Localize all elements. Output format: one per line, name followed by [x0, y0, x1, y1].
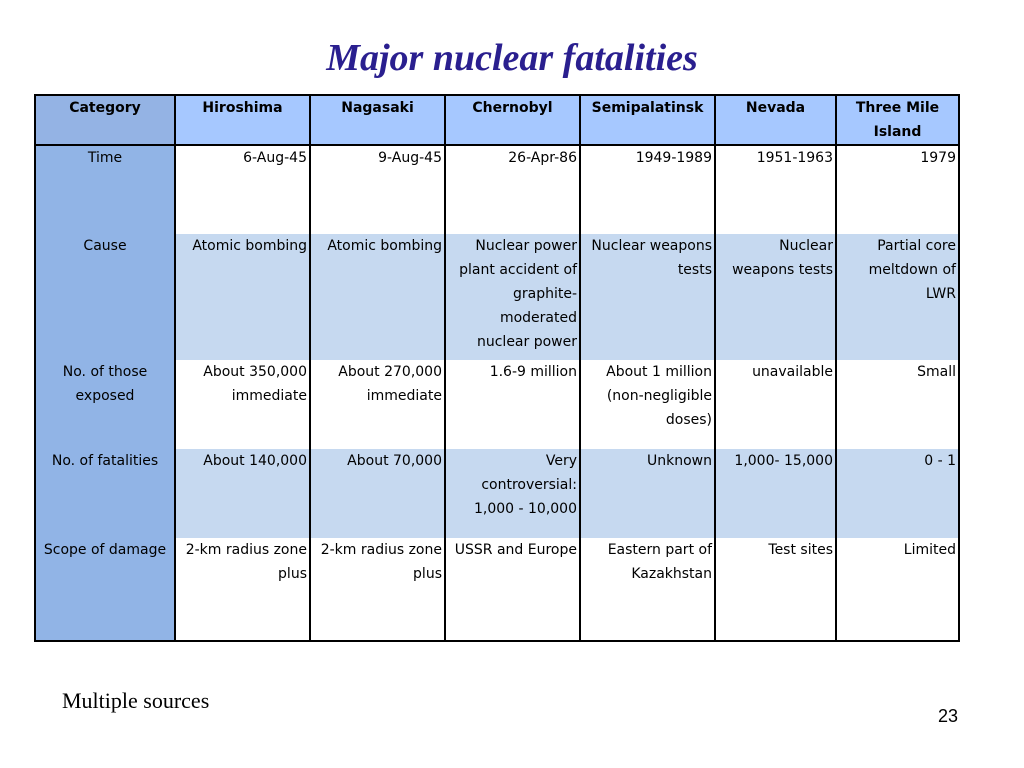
- row-label-scope: Scope of damage: [35, 538, 175, 641]
- table-cell: 1979: [836, 145, 959, 234]
- table-cell: 1951-1963: [715, 145, 836, 234]
- table-cell: Atomic bombing: [310, 234, 445, 360]
- table-cell: 6-Aug-45: [175, 145, 310, 234]
- table-header-row: [35, 95, 959, 145]
- table-cell: Atomic bombing: [175, 234, 310, 360]
- table-cell: About 140,000: [175, 449, 310, 538]
- table-cell: 0 - 1: [836, 449, 959, 538]
- table-cell: About 270,000 immediate: [310, 360, 445, 449]
- table-cell: unavailable: [715, 360, 836, 449]
- row-label-exposed: No. of those exposed: [35, 360, 175, 449]
- slide-title: Major nuclear fatalities: [326, 37, 698, 79]
- table-row-exposed: [35, 360, 959, 449]
- table-cell: Eastern part of Kazakhstan: [580, 538, 715, 641]
- table-cell: Small: [836, 360, 959, 449]
- row-label-fatalities: No. of fatalities: [35, 449, 175, 538]
- table-cell: Unknown: [580, 449, 715, 538]
- table-cell: Partial core meltdown of LWR: [836, 234, 959, 360]
- header-three-mile-island: Three Mile Island: [836, 95, 959, 145]
- table-cell: 2-km radius zone plus: [175, 538, 310, 641]
- source-note: Multiple sources: [62, 688, 210, 713]
- table-cell: USSR and Europe: [445, 538, 580, 641]
- table-cell: 2-km radius zone plus: [310, 538, 445, 641]
- page-number: 23: [938, 706, 959, 726]
- header-nevada: Nevada: [715, 95, 836, 145]
- table-row-fatalities: [35, 449, 959, 538]
- header-nagasaki: Nagasaki: [310, 95, 445, 145]
- table-row-cause: [35, 234, 959, 360]
- row-label-time: Time: [35, 145, 175, 234]
- header-hiroshima: Hiroshima: [175, 95, 310, 145]
- row-label-cause: Cause: [35, 234, 175, 360]
- table-cell: 26-Apr-86: [445, 145, 580, 234]
- header-chernobyl: Chernobyl: [445, 95, 580, 145]
- fatalities-table: [34, 94, 960, 642]
- table-cell: 1,000- 15,000: [715, 449, 836, 538]
- table-cell: About 70,000: [310, 449, 445, 538]
- header-category: Category: [35, 95, 175, 145]
- header-semipalatinsk: Semipalatinsk: [580, 95, 715, 145]
- table-cell: About 1 million (non-negligible doses): [580, 360, 715, 449]
- table-row-time: [35, 145, 959, 234]
- table-cell: 1949-1989: [580, 145, 715, 234]
- table-cell: Nuclear weapons tests: [580, 234, 715, 360]
- table-cell: About 350,000 immediate: [175, 360, 310, 449]
- table-cell: Limited: [836, 538, 959, 641]
- table-cell: Test sites: [715, 538, 836, 641]
- table-cell: Very controversial: 1,000 - 10,000: [445, 449, 580, 538]
- table-cell: Nuclear weapons tests: [715, 234, 836, 360]
- table-cell: Nuclear power plant accident of graphite-moderated nuclear power: [445, 234, 580, 360]
- table-cell: 1.6-9 million: [445, 360, 580, 449]
- table-row-scope: [35, 538, 959, 641]
- table-cell: 9-Aug-45: [310, 145, 445, 234]
